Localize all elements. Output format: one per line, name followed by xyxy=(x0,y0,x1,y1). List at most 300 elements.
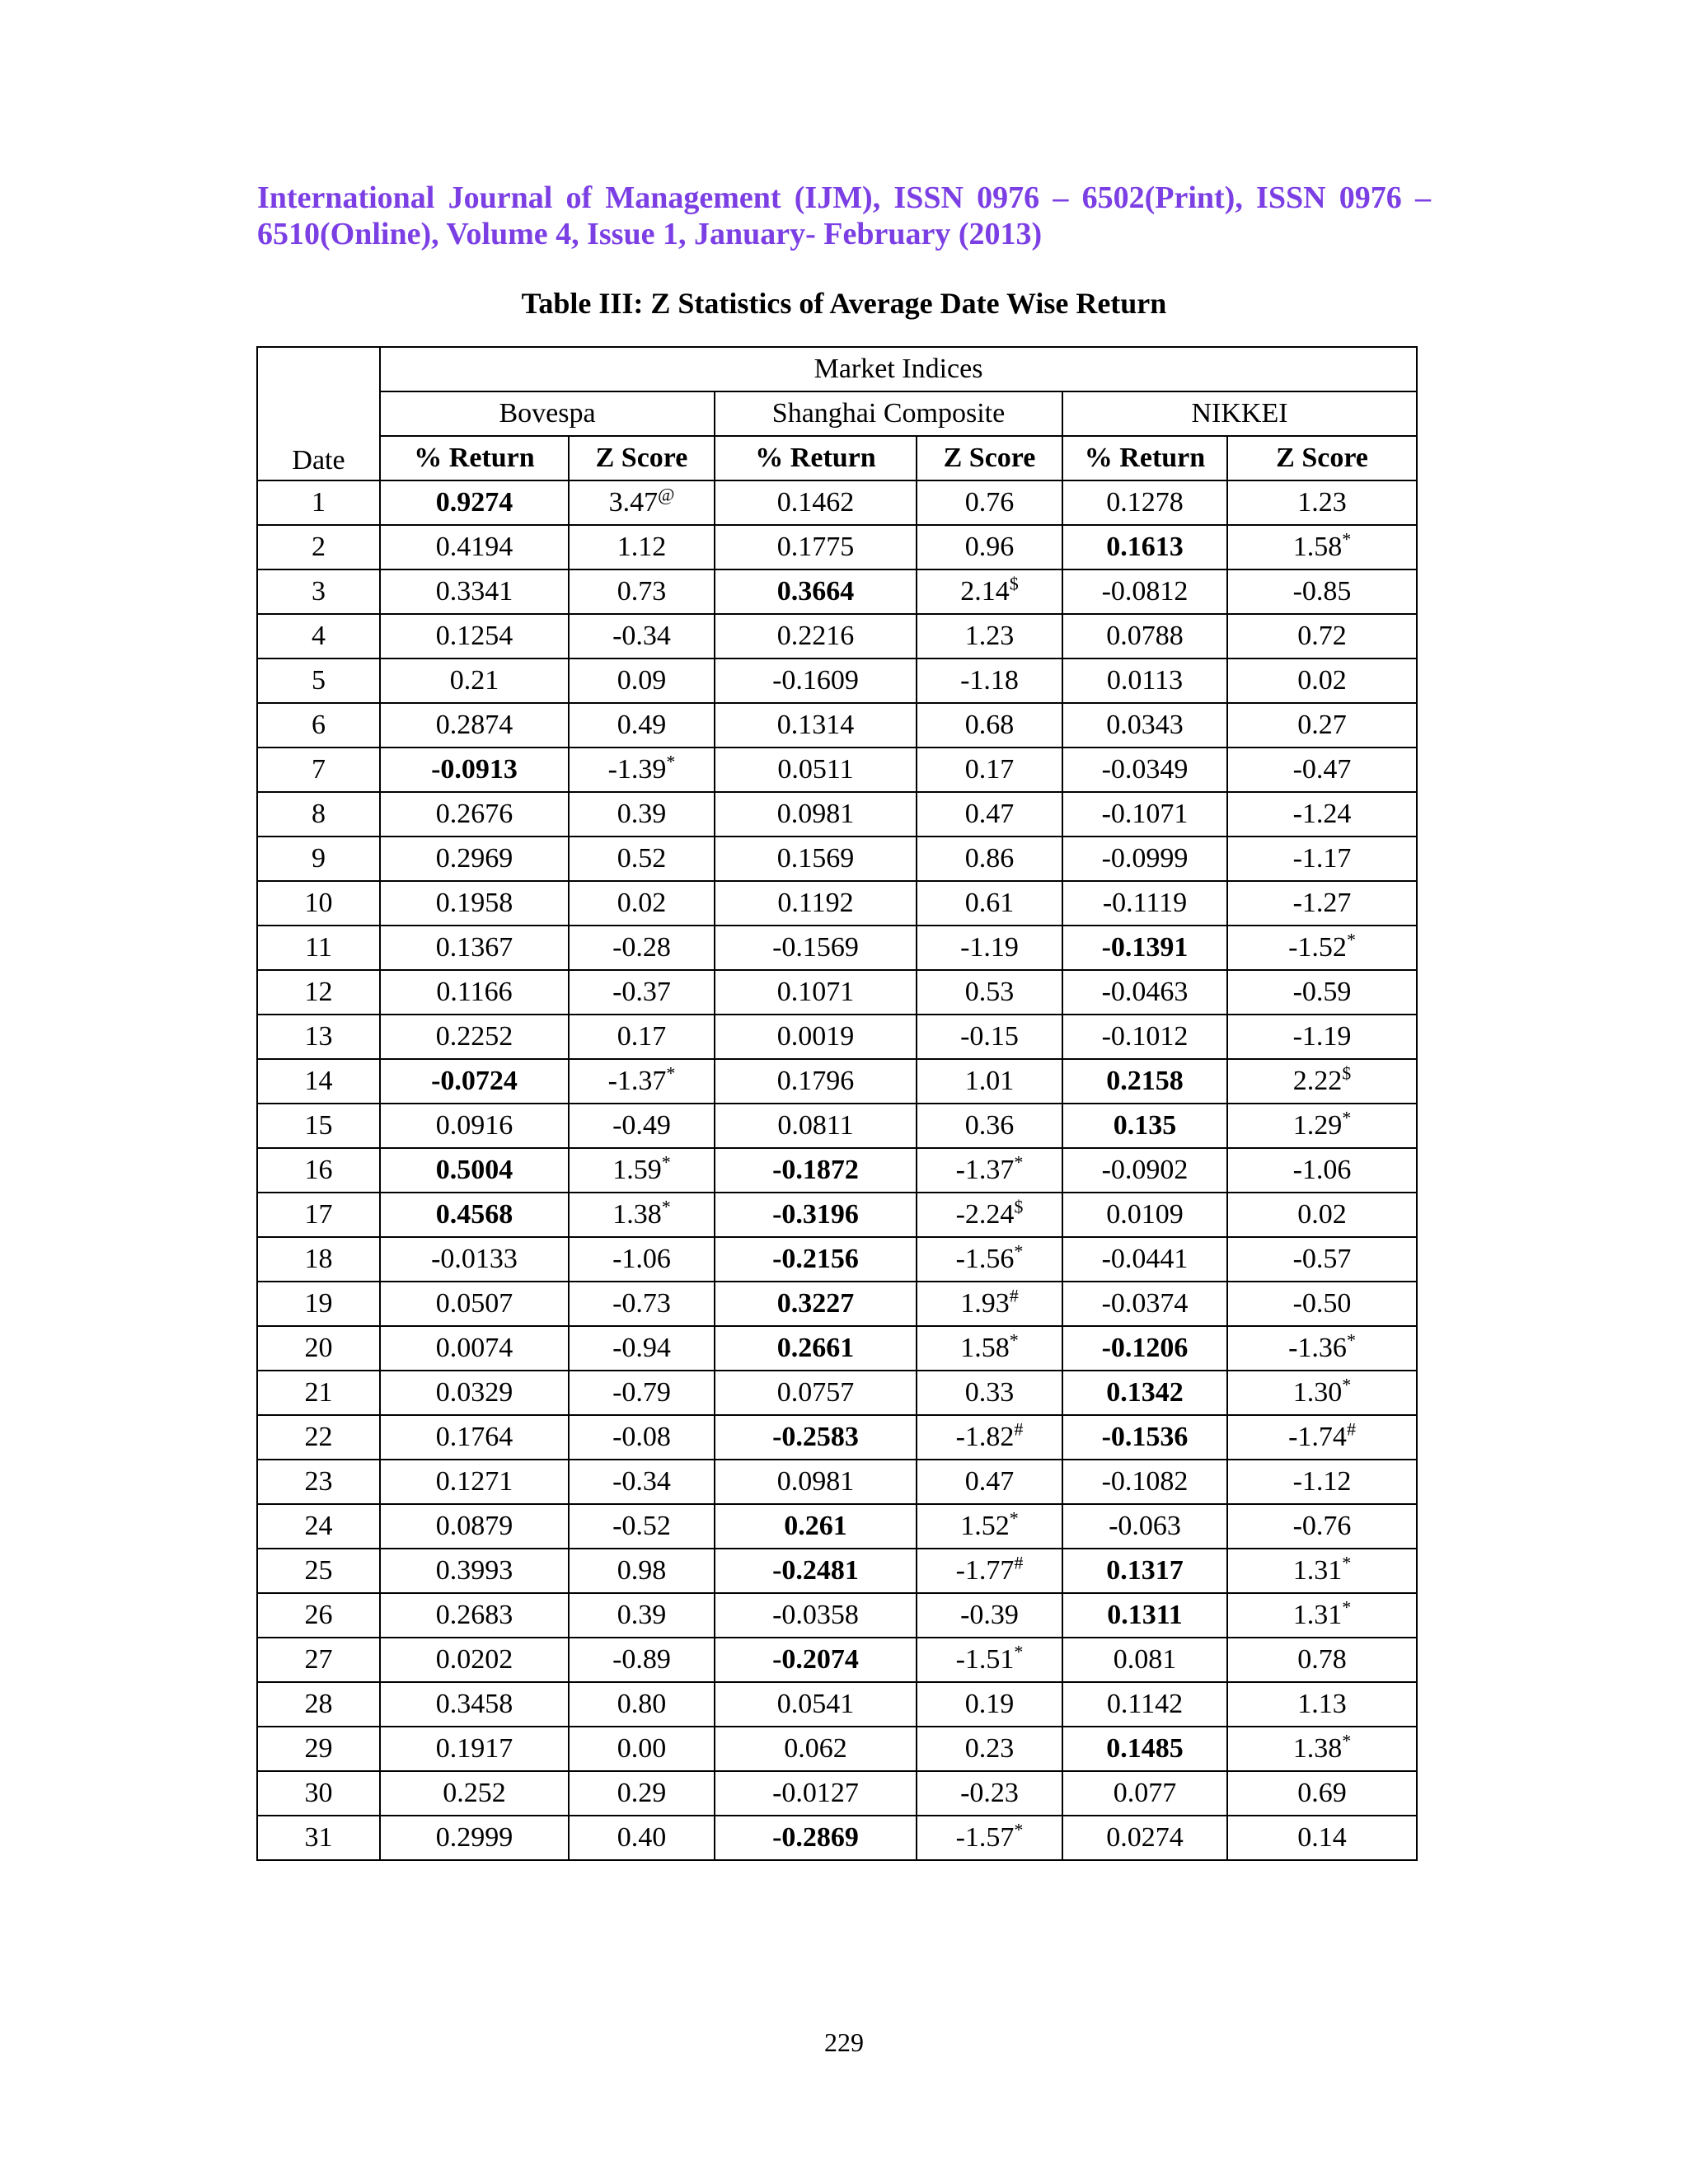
cell-nikkei-return xyxy=(1062,1460,1227,1504)
cell-date: 28 xyxy=(257,1682,380,1727)
cell-bovespa-return xyxy=(380,926,569,970)
cell-nikkei-zscore xyxy=(1227,1682,1417,1727)
cell-value: 0.0274 xyxy=(1106,1822,1184,1853)
cell-value: 0.1569 xyxy=(776,843,855,874)
table-row xyxy=(257,614,1417,658)
cell-bovespa-return xyxy=(380,1549,569,1593)
significance-marker: $ xyxy=(1009,573,1019,594)
cell-value: 1.12 xyxy=(617,532,667,562)
cell-value: -1.82 xyxy=(955,1422,1015,1452)
cell-date: 22 xyxy=(257,1415,380,1460)
cell-shanghai-zscore xyxy=(917,658,1062,703)
cell-value: 0.27 xyxy=(1297,710,1347,740)
table-row xyxy=(257,1104,1417,1148)
cell-value: -0.2481 xyxy=(772,1555,859,1586)
cell-nikkei-return xyxy=(1062,748,1227,792)
cell-value: 0.80 xyxy=(617,1689,667,1719)
cell-value: 1.13 xyxy=(1297,1689,1347,1719)
significance-marker: * xyxy=(1342,1374,1352,1395)
cell-bovespa-return xyxy=(380,525,569,569)
cell-value: -0.0127 xyxy=(772,1778,859,1808)
cell-bovespa-zscore xyxy=(569,703,715,748)
cell-nikkei-return xyxy=(1062,1015,1227,1059)
cell-value: 0.0109 xyxy=(1106,1199,1184,1230)
table-row xyxy=(257,703,1417,748)
cell-nikkei-zscore xyxy=(1227,970,1417,1015)
cell-nikkei-zscore xyxy=(1227,1549,1417,1593)
cell-nikkei-return xyxy=(1062,703,1227,748)
cell-date: 11 xyxy=(257,926,380,970)
cell-bovespa-return xyxy=(380,1415,569,1460)
cell-nikkei-return xyxy=(1062,1415,1227,1460)
cell-nikkei-return xyxy=(1062,1371,1227,1415)
cell-value: 0.9274 xyxy=(435,487,513,518)
significance-marker: * xyxy=(661,1151,671,1173)
cell-value: 0.0074 xyxy=(435,1333,513,1363)
cell-nikkei-return xyxy=(1062,1282,1227,1326)
cell-value: 0.0511 xyxy=(777,754,854,785)
cell-shanghai-zscore xyxy=(917,1682,1062,1727)
z-statistics-table xyxy=(256,346,1418,1861)
cell-bovespa-zscore xyxy=(569,1549,715,1593)
cell-shanghai-zscore xyxy=(917,1816,1062,1860)
cell-value: -0.1569 xyxy=(772,932,859,963)
cell-shanghai-return xyxy=(715,1504,917,1549)
cell-value: -0.49 xyxy=(612,1110,671,1141)
cell-value: 0.17 xyxy=(964,754,1015,785)
cell-value: -0.3196 xyxy=(772,1199,859,1230)
cell-nikkei-zscore xyxy=(1227,525,1417,569)
cell-shanghai-zscore xyxy=(917,1727,1062,1771)
cell-value: 0.76 xyxy=(964,487,1015,518)
cell-shanghai-zscore xyxy=(917,480,1062,525)
cell-nikkei-return xyxy=(1062,1104,1227,1148)
cell-value: 0.5004 xyxy=(435,1155,513,1185)
significance-marker: * xyxy=(1014,1641,1024,1662)
cell-bovespa-zscore xyxy=(569,1682,715,1727)
cell-bovespa-zscore xyxy=(569,525,715,569)
cell-value: 1.93 xyxy=(960,1288,1010,1319)
cell-nikkei-zscore xyxy=(1227,1326,1417,1371)
cell-value: 2.22 xyxy=(1292,1066,1343,1096)
cell-nikkei-zscore xyxy=(1227,926,1417,970)
cell-shanghai-zscore xyxy=(917,970,1062,1015)
cell-value: 0.0202 xyxy=(435,1644,513,1675)
cell-date: 4 xyxy=(257,614,380,658)
cell-value: 0.47 xyxy=(964,1466,1015,1497)
table-row xyxy=(257,1638,1417,1682)
cell-nikkei-zscore xyxy=(1227,1460,1417,1504)
cell-nikkei-zscore xyxy=(1227,1727,1417,1771)
cell-bovespa-return xyxy=(380,970,569,1015)
cell-date: 20 xyxy=(257,1326,380,1371)
significance-marker: # xyxy=(1009,1285,1019,1306)
cell-bovespa-return xyxy=(380,1104,569,1148)
cell-value: 0.1254 xyxy=(435,621,513,651)
cell-bovespa-zscore xyxy=(569,748,715,792)
cell-value: -2.24 xyxy=(955,1199,1015,1230)
cell-bovespa-zscore xyxy=(569,792,715,837)
cell-nikkei-zscore xyxy=(1227,658,1417,703)
cell-nikkei-zscore xyxy=(1227,1504,1417,1549)
cell-bovespa-zscore xyxy=(569,1816,715,1860)
significance-marker: $ xyxy=(1342,1062,1352,1084)
cell-shanghai-return xyxy=(715,525,917,569)
cell-value: 0.062 xyxy=(784,1733,847,1764)
cell-value: -0.52 xyxy=(612,1511,671,1541)
cell-value: 0.0879 xyxy=(435,1511,513,1541)
cell-shanghai-zscore xyxy=(917,837,1062,881)
cell-value: 0.0541 xyxy=(776,1689,855,1719)
cell-value: 0.36 xyxy=(964,1110,1015,1141)
cell-date: 3 xyxy=(257,569,380,614)
cell-bovespa-return xyxy=(380,1593,569,1638)
cell-bovespa-zscore xyxy=(569,881,715,926)
header-row-subheaders xyxy=(257,436,1417,480)
table-row xyxy=(257,881,1417,926)
cell-bovespa-zscore xyxy=(569,1460,715,1504)
cell-value: 0.0981 xyxy=(776,1466,855,1497)
table-title: Table III: Z Statistics of Average Date Wise Return xyxy=(521,287,1167,320)
cell-value: -0.34 xyxy=(612,1466,671,1497)
cell-date: 7 xyxy=(257,748,380,792)
cell-bovespa-zscore xyxy=(569,1371,715,1415)
cell-nikkei-zscore xyxy=(1227,1193,1417,1237)
table-row xyxy=(257,1460,1417,1504)
cell-bovespa-return xyxy=(380,658,569,703)
cell-date: 31 xyxy=(257,1816,380,1860)
cell-shanghai-zscore xyxy=(917,1282,1062,1326)
cell-bovespa-return xyxy=(380,1237,569,1282)
cell-shanghai-return xyxy=(715,1460,917,1504)
cell-date: 24 xyxy=(257,1504,380,1549)
cell-bovespa-zscore xyxy=(569,1104,715,1148)
subheader-return: % Return xyxy=(1062,436,1227,480)
significance-marker: $ xyxy=(1014,1196,1024,1217)
cell-value: 0.0113 xyxy=(1106,665,1184,696)
table-row xyxy=(257,748,1417,792)
cell-nikkei-return xyxy=(1062,1593,1227,1638)
cell-value: 0.0343 xyxy=(1106,710,1184,740)
cell-nikkei-zscore xyxy=(1227,792,1417,837)
cell-bovespa-return xyxy=(380,881,569,926)
cell-value: 0.3227 xyxy=(776,1288,855,1319)
cell-bovespa-zscore xyxy=(569,1638,715,1682)
cell-value: -0.2583 xyxy=(772,1422,859,1452)
cell-value: 0.09 xyxy=(617,665,667,696)
cell-shanghai-zscore xyxy=(917,1638,1062,1682)
cell-value: 0.69 xyxy=(1297,1778,1347,1808)
cell-date: 9 xyxy=(257,837,380,881)
cell-value: 0.4568 xyxy=(435,1199,513,1230)
cell-value: 0.78 xyxy=(1297,1644,1347,1675)
table-row xyxy=(257,658,1417,703)
cell-value: -1.19 xyxy=(1292,1021,1352,1052)
cell-shanghai-return xyxy=(715,926,917,970)
cell-shanghai-return xyxy=(715,614,917,658)
cell-value: -0.1391 xyxy=(1101,932,1189,963)
significance-marker: * xyxy=(1014,1819,1024,1840)
cell-shanghai-return xyxy=(715,1237,917,1282)
cell-value: -0.2074 xyxy=(772,1644,859,1675)
market-header-nikkei: NIKKEI xyxy=(1062,391,1417,436)
cell-bovespa-return xyxy=(380,837,569,881)
cell-bovespa-return xyxy=(380,1326,569,1371)
cell-value: 2.14 xyxy=(960,576,1010,607)
cell-value: -0.76 xyxy=(1292,1511,1352,1541)
cell-value: -0.34 xyxy=(612,621,671,651)
cell-value: 0.19 xyxy=(964,1689,1015,1719)
cell-value: 0.3458 xyxy=(435,1689,513,1719)
cell-value: -1.18 xyxy=(960,665,1019,696)
cell-value: -1.19 xyxy=(960,932,1019,963)
table-header xyxy=(257,347,1417,480)
table-row xyxy=(257,525,1417,569)
cell-nikkei-return xyxy=(1062,614,1227,658)
cell-value: -0.23 xyxy=(960,1778,1019,1808)
significance-marker: * xyxy=(1342,1730,1352,1751)
cell-bovespa-return xyxy=(380,1148,569,1193)
table-row xyxy=(257,1282,1417,1326)
table-row xyxy=(257,1059,1417,1104)
significance-marker: * xyxy=(1009,1329,1019,1351)
cell-shanghai-return xyxy=(715,881,917,926)
table-row xyxy=(257,1237,1417,1282)
cell-value: 0.39 xyxy=(617,1600,667,1630)
cell-value: 1.59 xyxy=(612,1155,662,1185)
cell-value: -0.0913 xyxy=(431,754,518,785)
header-row-markets xyxy=(257,391,1417,436)
table-row xyxy=(257,970,1417,1015)
cell-nikkei-return xyxy=(1062,1059,1227,1104)
cell-nikkei-return xyxy=(1062,1148,1227,1193)
cell-shanghai-zscore xyxy=(917,881,1062,926)
cell-bovespa-return xyxy=(380,1371,569,1415)
cell-nikkei-zscore xyxy=(1227,1771,1417,1816)
table-row xyxy=(257,837,1417,881)
cell-value: -1.74 xyxy=(1288,1422,1347,1452)
cell-value: -1.06 xyxy=(1292,1155,1352,1185)
cell-shanghai-return xyxy=(715,1059,917,1104)
cell-value: 0.29 xyxy=(617,1778,667,1808)
table-body xyxy=(257,480,1417,1860)
cell-bovespa-zscore xyxy=(569,1059,715,1104)
cell-value: 0.02 xyxy=(617,888,667,918)
cell-value: -0.0999 xyxy=(1101,843,1189,874)
cell-shanghai-return xyxy=(715,1282,917,1326)
significance-marker: # xyxy=(1014,1418,1024,1440)
table-row xyxy=(257,1415,1417,1460)
cell-value: -0.0358 xyxy=(772,1600,859,1630)
cell-bovespa-zscore xyxy=(569,837,715,881)
cell-value: 0.1166 xyxy=(436,977,513,1007)
cell-date: 8 xyxy=(257,792,380,837)
cell-value: -1.57 xyxy=(955,1822,1015,1853)
cell-value: 0.1342 xyxy=(1106,1377,1184,1408)
cell-shanghai-zscore xyxy=(917,1148,1062,1193)
cell-nikkei-zscore xyxy=(1227,881,1417,926)
cell-value: 0.49 xyxy=(617,710,667,740)
cell-bovespa-zscore xyxy=(569,569,715,614)
cell-value: -0.0374 xyxy=(1101,1288,1189,1319)
cell-date: 29 xyxy=(257,1727,380,1771)
cell-value: -1.24 xyxy=(1292,799,1352,829)
cell-value: 0.1775 xyxy=(776,532,855,562)
cell-value: -0.0441 xyxy=(1101,1244,1189,1274)
market-indices-header: Market Indices xyxy=(380,347,1417,391)
table-row xyxy=(257,926,1417,970)
cell-value: 0.98 xyxy=(617,1555,667,1586)
table-row xyxy=(257,1371,1417,1415)
cell-value: -0.59 xyxy=(1292,977,1352,1007)
cell-value: -1.27 xyxy=(1292,888,1352,918)
cell-value: -0.2869 xyxy=(772,1822,859,1853)
cell-shanghai-zscore xyxy=(917,1015,1062,1059)
journal-header xyxy=(257,180,1431,252)
cell-shanghai-zscore xyxy=(917,1193,1062,1237)
cell-value: -0.1206 xyxy=(1101,1333,1189,1363)
cell-bovespa-return xyxy=(380,1059,569,1104)
cell-shanghai-return xyxy=(715,1148,917,1193)
cell-bovespa-zscore xyxy=(569,1193,715,1237)
cell-value: 0.2683 xyxy=(435,1600,513,1630)
cell-value: -0.73 xyxy=(612,1288,671,1319)
cell-value: -0.1872 xyxy=(772,1155,859,1185)
cell-nikkei-zscore xyxy=(1227,569,1417,614)
cell-value: 1.01 xyxy=(964,1066,1015,1096)
cell-date: 1 xyxy=(257,480,380,525)
cell-value: -0.1012 xyxy=(1101,1021,1189,1052)
cell-nikkei-return xyxy=(1062,837,1227,881)
cell-value: 1.58 xyxy=(960,1333,1010,1363)
cell-bovespa-return xyxy=(380,1193,569,1237)
cell-nikkei-return xyxy=(1062,1504,1227,1549)
cell-value: 0.40 xyxy=(617,1822,667,1853)
cell-value: -0.79 xyxy=(612,1377,671,1408)
cell-shanghai-zscore xyxy=(917,1104,1062,1148)
cell-shanghai-return xyxy=(715,1682,917,1727)
cell-value: -0.2156 xyxy=(772,1244,859,1274)
cell-nikkei-return xyxy=(1062,1193,1227,1237)
significance-marker: * xyxy=(1009,1507,1019,1529)
cell-bovespa-zscore xyxy=(569,1282,715,1326)
cell-value: 0.02 xyxy=(1297,1199,1347,1230)
cell-bovespa-zscore xyxy=(569,1415,715,1460)
cell-date: 17 xyxy=(257,1193,380,1237)
table-row xyxy=(257,1504,1417,1549)
cell-bovespa-return xyxy=(380,569,569,614)
cell-nikkei-return xyxy=(1062,926,1227,970)
cell-nikkei-zscore xyxy=(1227,1593,1417,1638)
cell-value: 0.081 xyxy=(1113,1644,1177,1675)
cell-value: 1.30 xyxy=(1292,1377,1343,1408)
cell-value: 0.68 xyxy=(964,710,1015,740)
cell-value: 0.1317 xyxy=(1106,1555,1184,1586)
table-row xyxy=(257,792,1417,837)
cell-value: 1.23 xyxy=(964,621,1015,651)
cell-bovespa-zscore xyxy=(569,480,715,525)
journal-header-line-1: International Journal of Management (IJM), ISSN 0976 – 6502(Print), ISSN 0976 – xyxy=(257,180,1431,215)
cell-value: 0.077 xyxy=(1113,1778,1177,1808)
cell-nikkei-return xyxy=(1062,569,1227,614)
cell-value: -0.08 xyxy=(612,1422,671,1452)
cell-value: 0.1271 xyxy=(435,1466,513,1497)
cell-date: 6 xyxy=(257,703,380,748)
cell-bovespa-zscore xyxy=(569,1504,715,1549)
cell-value: 0.3664 xyxy=(776,576,855,607)
cell-shanghai-return xyxy=(715,1015,917,1059)
cell-value: 0.17 xyxy=(617,1021,667,1052)
cell-date: 5 xyxy=(257,658,380,703)
table-row xyxy=(257,569,1417,614)
cell-value: -1.12 xyxy=(1292,1466,1352,1497)
cell-value: 0.52 xyxy=(617,843,667,874)
cell-value: -0.47 xyxy=(1292,754,1352,785)
cell-value: 1.31 xyxy=(1292,1600,1343,1630)
cell-shanghai-zscore xyxy=(917,525,1062,569)
cell-bovespa-zscore xyxy=(569,970,715,1015)
significance-marker: * xyxy=(1342,528,1352,550)
cell-nikkei-zscore xyxy=(1227,837,1417,881)
cell-bovespa-return xyxy=(380,1682,569,1727)
cell-value: -0.85 xyxy=(1292,576,1352,607)
cell-date: 2 xyxy=(257,525,380,569)
significance-marker: * xyxy=(1342,1596,1352,1618)
cell-value: 0.1192 xyxy=(777,888,854,918)
table-row xyxy=(257,1682,1417,1727)
cell-shanghai-return xyxy=(715,1771,917,1816)
cell-value: 0.1613 xyxy=(1106,532,1184,562)
cell-value: 0.252 xyxy=(443,1778,506,1808)
cell-value: 0.1958 xyxy=(435,888,513,918)
cell-value: -0.50 xyxy=(1292,1288,1352,1319)
cell-value: 1.31 xyxy=(1292,1555,1343,1586)
cell-value: 0.1278 xyxy=(1106,487,1184,518)
significance-marker: * xyxy=(1346,1329,1356,1351)
cell-shanghai-return xyxy=(715,792,917,837)
cell-shanghai-zscore xyxy=(917,1549,1062,1593)
cell-value: 0.53 xyxy=(964,977,1015,1007)
cell-shanghai-zscore xyxy=(917,1460,1062,1504)
cell-value: 1.23 xyxy=(1297,487,1347,518)
table-row xyxy=(257,1593,1417,1638)
cell-date: 19 xyxy=(257,1282,380,1326)
cell-value: 0.0981 xyxy=(776,799,855,829)
cell-shanghai-return xyxy=(715,569,917,614)
cell-shanghai-zscore xyxy=(917,1059,1062,1104)
cell-bovespa-return xyxy=(380,1816,569,1860)
cell-value: -0.89 xyxy=(612,1644,671,1675)
cell-value: 0.1314 xyxy=(776,710,855,740)
cell-value: -1.06 xyxy=(612,1244,671,1274)
cell-shanghai-return xyxy=(715,1816,917,1860)
market-header-shanghai: Shanghai Composite xyxy=(715,391,1062,436)
cell-nikkei-return xyxy=(1062,658,1227,703)
cell-bovespa-return xyxy=(380,1460,569,1504)
cell-shanghai-zscore xyxy=(917,614,1062,658)
cell-bovespa-return xyxy=(380,480,569,525)
cell-value: -0.1536 xyxy=(1101,1422,1189,1452)
cell-value: -0.39 xyxy=(960,1600,1019,1630)
cell-value: -0.57 xyxy=(1292,1244,1352,1274)
cell-bovespa-zscore xyxy=(569,1148,715,1193)
cell-shanghai-return xyxy=(715,658,917,703)
cell-shanghai-zscore xyxy=(917,926,1062,970)
significance-marker: * xyxy=(1014,1151,1024,1173)
cell-value: 0.1485 xyxy=(1106,1733,1184,1764)
cell-value: 0.0916 xyxy=(435,1110,513,1141)
cell-nikkei-return xyxy=(1062,881,1227,926)
